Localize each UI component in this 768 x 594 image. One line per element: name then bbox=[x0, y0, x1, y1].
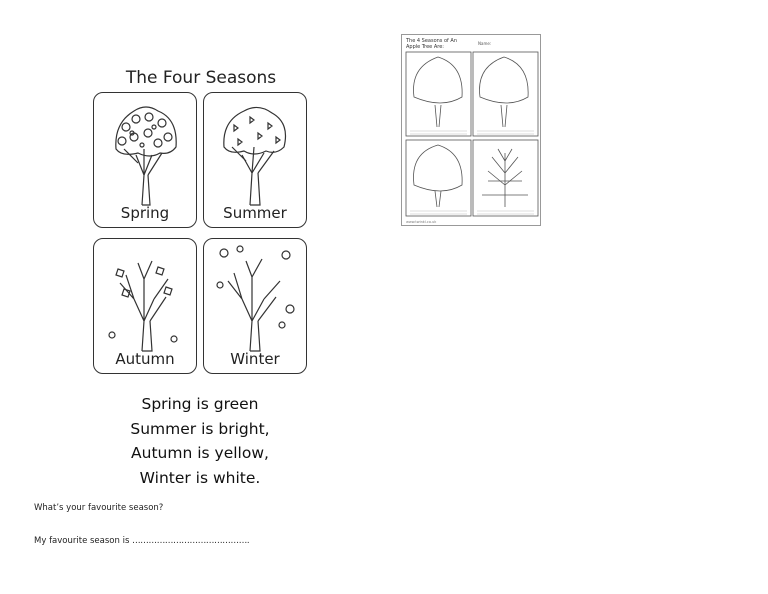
poem-line: Spring is green bbox=[141, 395, 259, 413]
card-label-autumn: Autumn bbox=[115, 350, 175, 368]
thumbnail-footer: www.twinkl.co.uk bbox=[406, 220, 437, 224]
thumbnail-title: The 4 Seasons of An Apple Tree Are: bbox=[406, 38, 457, 50]
apple-tree-seasons-grid bbox=[402, 35, 542, 227]
four-seasons-worksheet bbox=[90, 62, 312, 382]
card-label-spring: Spring bbox=[120, 204, 170, 222]
answer-prompt: My favourite season is bbox=[34, 536, 130, 546]
season-poem bbox=[100, 392, 300, 490]
summer-card bbox=[203, 92, 307, 228]
apple-tree-seasons-thumbnail bbox=[401, 34, 541, 226]
worksheet-title: The Four Seasons bbox=[125, 68, 277, 88]
poem-line: Summer is bright, bbox=[130, 419, 270, 438]
spring-card bbox=[93, 92, 197, 228]
favourite-season-answer bbox=[34, 536, 249, 546]
poem-line: Autumn is yellow, bbox=[131, 444, 269, 462]
card-label-summer: Summer bbox=[223, 204, 287, 222]
poem-line: Winter is white. bbox=[139, 468, 261, 487]
thumbnail-name-label: Name: bbox=[478, 41, 492, 46]
card-label-winter: Winter bbox=[230, 350, 280, 368]
winter-card bbox=[203, 238, 307, 374]
autumn-card bbox=[93, 238, 197, 374]
favourite-season-question: What’s your favourite season? bbox=[34, 503, 164, 513]
answer-blank[interactable]: ……………………………………. bbox=[132, 536, 250, 546]
